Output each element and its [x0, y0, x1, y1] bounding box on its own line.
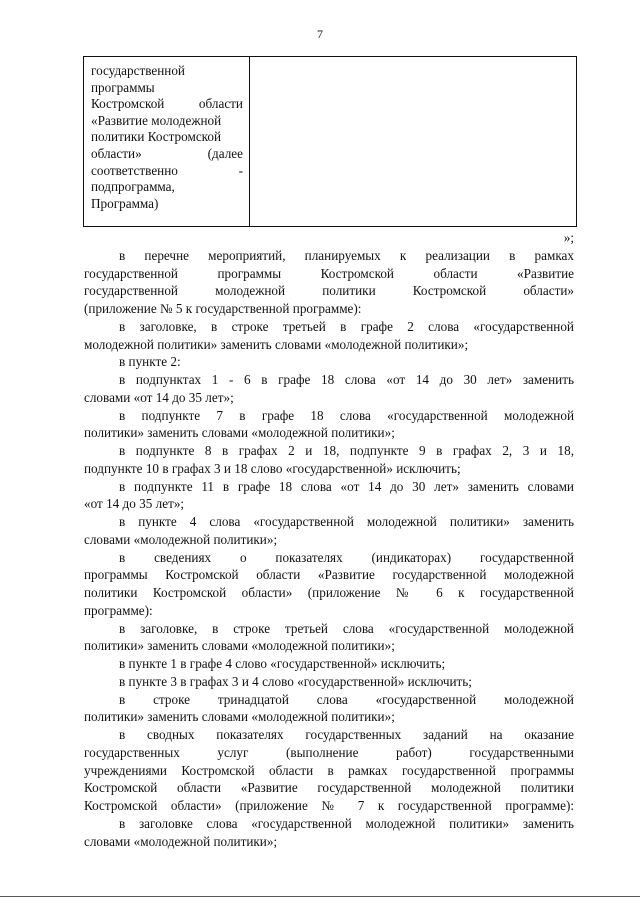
text-line: в сводных показателях государственных заданий на оказание — [119, 727, 574, 742]
table-cell-line: «Развитие молодежной — [91, 112, 222, 128]
text-line: в заголовке, в строке третьей слова «государственной молодежной — [119, 620, 574, 636]
text-line: »; — [563, 230, 574, 245]
text-line: в заголовке, в строке третьей в графе 2 слова «государственной — [119, 318, 574, 334]
text-line: словами «от 14 до 35 лет»; — [84, 389, 234, 405]
table-cell-line: программы — [91, 79, 155, 95]
table-cell-line: Костромской области — [91, 96, 243, 112]
page-number: 7 — [317, 27, 323, 41]
text-line: учреждениями Костромской области в рамках государственной программы — [84, 762, 574, 778]
table-left-cell — [84, 57, 250, 226]
text-line: в подпункте 11 в графе 18 слова «от 14 до 30 лет» заменить словами — [119, 478, 574, 494]
text-line: (приложение № 5 к государственной программе): — [84, 301, 362, 316]
text-line: программы Костромской области «Развитие государственной молодежной — [84, 567, 574, 583]
text-line: словами «молодежной политики»; — [84, 531, 278, 547]
table-cell-line: государственной — [91, 63, 185, 78]
text-line: в подпунктах 1 - 6 в графе 18 слова «от 14 до 30 лет» заменить — [119, 372, 574, 387]
text-line: подпункте 10 в графах 3 и 18 слово «государственной» исключить; — [84, 460, 461, 476]
text-line: в сведениях о показателях (индикаторах) государственной — [119, 549, 574, 565]
table-cell-line: соответственно - — [91, 162, 243, 178]
text-line: государственной программы Костромской области «Развитие — [84, 265, 574, 281]
text-line: программе): — [84, 602, 153, 618]
document-body — [84, 229, 574, 850]
text-line: в пункте 2: — [119, 354, 181, 370]
bottom-rule — [0, 896, 640, 897]
text-line: государственных услуг (выполнение работ) государственными — [84, 744, 574, 760]
text-line: в пункте 3 в графах 3 и 4 слово «государственной» исключить; — [119, 673, 472, 689]
text-line: политики» заменить словами «молодежной политики»; — [84, 709, 395, 725]
text-line: молодежной политики» заменить словами «молодежной политики»; — [84, 336, 469, 352]
text-line: словами «молодежной политики»; — [84, 833, 278, 849]
text-line: в пункте 1 в графе 4 слово «государственной» исключить; — [119, 656, 446, 671]
text-line: в перечне мероприятий, планируемых к реализации в рамках — [119, 247, 574, 263]
text-line: в строке тринадцатой слова «государственной молодежной — [119, 691, 574, 707]
table-cell-line: подпрограмма, — [91, 179, 175, 195]
text-line: государственной молодежной политики Костромской области» — [84, 283, 574, 299]
text-line: Костромской области «Развитие государственной молодежной политики — [84, 780, 574, 796]
table-cell-line: области» (далее — [91, 145, 243, 161]
text-line: политики Костромской области» (приложение № 6 к государственной — [84, 585, 574, 600]
text-line: в подпункте 8 в графах 2 и 18, подпункте 9 в графах 2, 3 и 18, — [119, 443, 574, 458]
text-line: в подпункте 7 в графе 18 слова «государственной молодежной — [119, 407, 574, 423]
program-table — [83, 56, 577, 227]
text-line: в пункте 4 слова «государственной молодежной политики» заменить — [119, 514, 574, 529]
text-line: «от 14 до 35 лет»; — [84, 496, 185, 512]
text-line: Костромской области» (приложение № 7 к государственной программе): — [84, 798, 574, 813]
table-right-cell — [250, 57, 576, 226]
table-cell-line: Программа) — [91, 195, 159, 211]
text-line: политики» заменить словами «молодежной политики»; — [84, 638, 395, 654]
text-line: в заголовке слова «государственной молодежной политики» заменить — [119, 815, 574, 831]
text-line: политики» заменить словами «молодежной политики»; — [84, 425, 395, 441]
table-cell-line: политики Костромской — [91, 129, 222, 145]
